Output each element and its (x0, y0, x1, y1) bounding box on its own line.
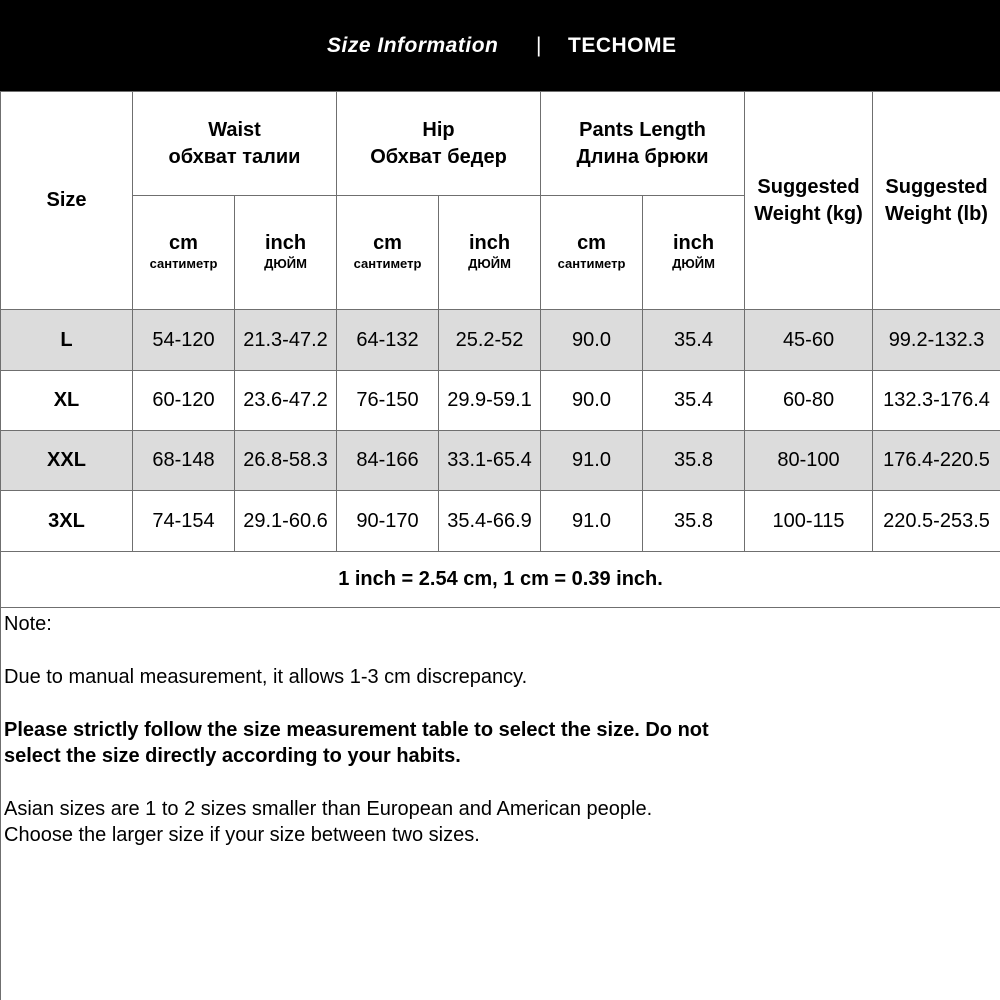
length-inch-cell: 35.4 (643, 371, 745, 431)
weight-kg-cell: 60-80 (745, 371, 873, 431)
unit-header-inch (235, 196, 337, 310)
length-cm-cell: 90.0 (541, 310, 643, 371)
unit-header-cm (541, 196, 643, 310)
weight-kg-cell: 100-115 (745, 491, 873, 552)
weight-lb-cell: 132.3-176.4 (873, 371, 1000, 431)
size-cell: XL (1, 371, 133, 431)
notes-section (4, 611, 994, 848)
length-cm-cell: 90.0 (541, 371, 643, 431)
waist-header-en: Waist (208, 118, 261, 141)
pants-length-header-ru: Длина брюки (576, 145, 709, 168)
weight-lb-cell: 176.4-220.5 (873, 431, 1000, 491)
unit-cm-ru-label: сантиметр (557, 255, 626, 271)
hip-cm-cell: 84-166 (337, 431, 439, 491)
waist-header (133, 92, 337, 196)
size-cell: L (1, 310, 133, 371)
hip-cm-cell: 76-150 (337, 371, 439, 431)
hip-inch-cell: 33.1-65.4 (439, 431, 541, 491)
unit-inch-ru-label: ДЮЙМ (468, 255, 511, 271)
waist-inch-cell: 21.3-47.2 (235, 310, 337, 371)
weight-kg-cell: 80-100 (745, 431, 873, 491)
hip-header-en: Hip (422, 118, 455, 141)
waist-cm-cell: 60-120 (133, 371, 235, 431)
waist-inch-cell: 26.8-58.3 (235, 431, 337, 491)
left-border-line (0, 607, 1, 1000)
hip-inch-cell: 25.2-52 (439, 310, 541, 371)
table-row (1, 310, 1000, 371)
unit-inch-label: inch (264, 231, 307, 254)
weight-kg-header: Suggested Weight (kg) (745, 92, 873, 310)
header-bar (0, 0, 1000, 92)
note-discrepancy: Due to manual measurement, it allows 1-3 cm discrepancy. (4, 666, 528, 688)
unit-header-inch (439, 196, 541, 310)
pants-length-header-en: Pants Length (579, 118, 706, 141)
hip-inch-cell: 35.4-66.9 (439, 491, 541, 552)
size-cell: XXL (1, 431, 133, 491)
hip-header-ru: Обхват бедер (370, 145, 507, 168)
weight-lb-header: Suggested Weight (lb) (873, 92, 1000, 310)
length-inch-cell: 35.8 (643, 491, 745, 552)
hip-cm-cell: 90-170 (337, 491, 439, 552)
unit-cm-ru-label: сантиметр (353, 255, 422, 271)
unit-header-cm (337, 196, 439, 310)
table-row (1, 431, 1000, 491)
waist-inch-cell: 29.1-60.6 (235, 491, 337, 552)
size-cell: 3XL (1, 491, 133, 552)
conversion-note: 1 inch = 2.54 cm, 1 cm = 0.39 inch. (1, 552, 1000, 608)
unit-cm-label: cm (373, 231, 402, 254)
unit-cm-ru-label: сантиметр (149, 255, 218, 271)
weight-lb-cell: 220.5-253.5 (873, 491, 1000, 552)
note-label: Note: (4, 613, 52, 635)
note-asian-sizes: Asian sizes are 1 to 2 sizes smaller than European and American people. (4, 798, 653, 820)
waist-cm-cell: 54-120 (133, 310, 235, 371)
table-row (1, 491, 1000, 552)
hip-cm-cell: 64-132 (337, 310, 439, 371)
unit-inch-label: inch (672, 231, 715, 254)
unit-cm-label: cm (169, 231, 198, 254)
brand-name: TECHOME (568, 34, 677, 57)
header-title: Size Information (327, 34, 499, 57)
header-row-groups (1, 92, 1000, 196)
length-cm-cell: 91.0 (541, 431, 643, 491)
hip-inch-cell: 29.9-59.1 (439, 371, 541, 431)
size-header: Size (1, 92, 133, 310)
weight-kg-cell: 45-60 (745, 310, 873, 371)
waist-header-ru: обхват талии (168, 145, 301, 168)
unit-header-cm (133, 196, 235, 310)
weight-lb-cell: 99.2-132.3 (873, 310, 1000, 371)
conversion-row (1, 552, 1000, 608)
length-inch-cell: 35.4 (643, 310, 745, 371)
unit-inch-ru-label: ДЮЙМ (264, 255, 307, 271)
unit-inch-label: inch (468, 231, 511, 254)
unit-cm-label: cm (577, 231, 606, 254)
waist-cm-cell: 68-148 (133, 431, 235, 491)
waist-cm-cell: 74-154 (133, 491, 235, 552)
waist-inch-cell: 23.6-47.2 (235, 371, 337, 431)
note-strict: Please strictly follow the size measurement table to select the size. Do not select the size directly according to your habits. (4, 719, 709, 767)
unit-header-inch (643, 196, 745, 310)
table-row (1, 371, 1000, 431)
size-table (0, 91, 1000, 608)
note-choose-larger: Choose the larger size if your size between two sizes. (4, 824, 480, 846)
unit-inch-ru-label: ДЮЙМ (672, 255, 715, 271)
header-separator: | (536, 34, 542, 57)
hip-header (337, 92, 541, 196)
length-inch-cell: 35.8 (643, 431, 745, 491)
pants-length-header (541, 92, 745, 196)
length-cm-cell: 91.0 (541, 491, 643, 552)
